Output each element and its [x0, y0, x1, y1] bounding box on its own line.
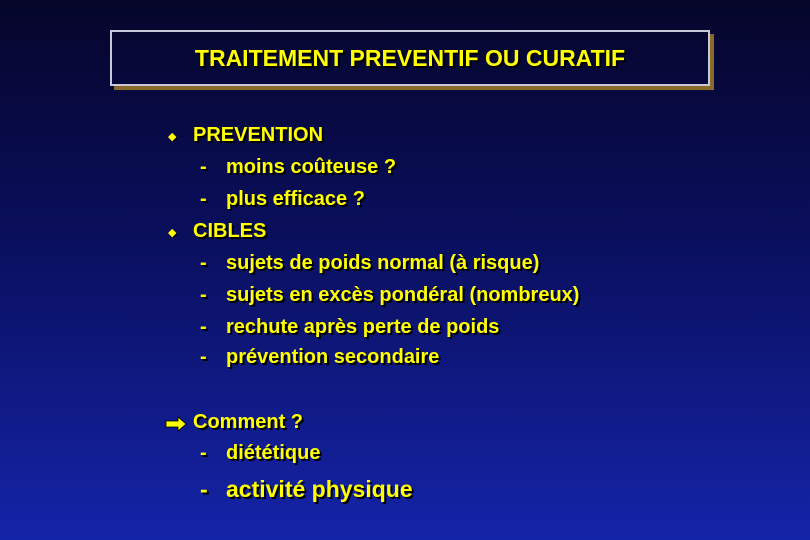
diamond-bullet-icon: ◆ [168, 227, 177, 239]
right-arrow-icon [164, 416, 188, 432]
dash: - [200, 156, 207, 178]
list-item: plus efficace ? [226, 188, 365, 210]
diamond-bullet-icon: ◆ [168, 131, 177, 143]
list-item: sujets en excès pondéral (nombreux) [226, 284, 580, 306]
dash: - [200, 188, 207, 210]
list-item: moins coûteuse ? [226, 156, 397, 178]
section-label-prevention: PREVENTION [193, 124, 324, 146]
dash: - [200, 346, 207, 368]
slide-title: TRAITEMENT PREVENTIF OU CURATIF [194, 44, 626, 71]
list-item: sujets de poids normal (à risque) [226, 252, 540, 274]
comment-label: Comment ? [193, 411, 303, 433]
dash: - [200, 284, 207, 306]
section-label-cibles: CIBLES [193, 220, 267, 242]
dash: - [200, 316, 207, 338]
list-item: prévention secondaire [226, 346, 440, 368]
title-box [110, 30, 710, 86]
dash: - [200, 252, 207, 274]
list-item: diététique [226, 442, 321, 464]
list-item: activité physique [226, 476, 413, 502]
dash: - [200, 476, 208, 502]
dash: - [200, 442, 207, 464]
list-item: rechute après perte de poids [226, 316, 500, 338]
